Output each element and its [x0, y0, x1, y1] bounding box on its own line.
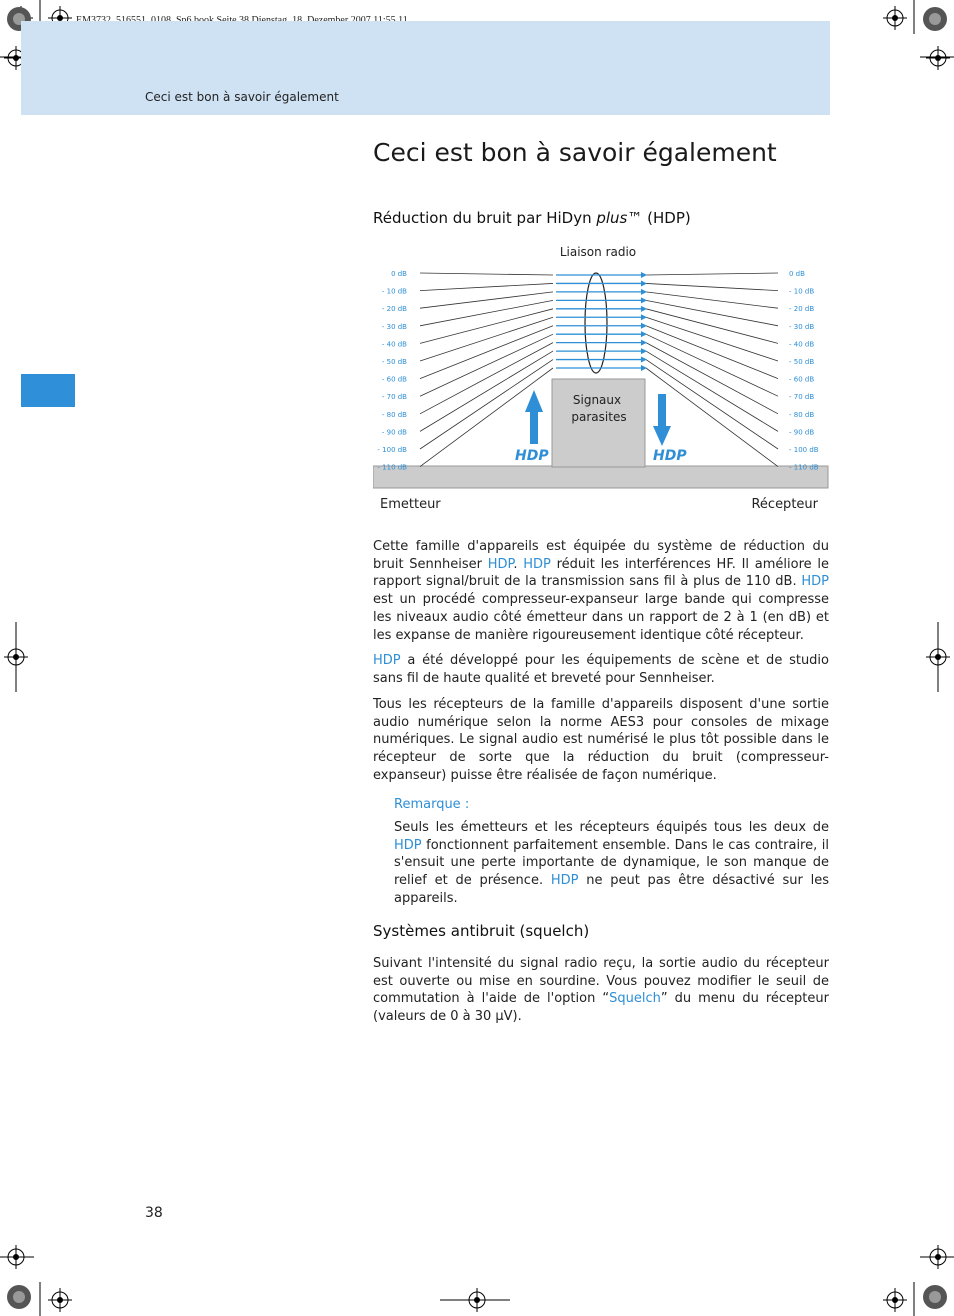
note-label: Remarque : [394, 797, 470, 812]
hdp-diagram-svg [373, 238, 831, 514]
transmission-arrow-head [641, 272, 647, 278]
text: a été développé pour les équipements de scène et de studio sans fil de haute qualité et breveté pour Sennheiser. [373, 653, 829, 686]
level-line-right [646, 317, 778, 361]
level-line-left [420, 283, 553, 290]
transmission-arrow-head [641, 357, 647, 363]
radio-link-ellipse [585, 273, 607, 373]
hdp-link[interactable]: HDP [487, 556, 514, 572]
level-line-left [420, 300, 553, 325]
hdp-label-left: HDP [515, 448, 549, 464]
emitter-label: Emetteur [380, 497, 441, 512]
page-title: Ceci est bon à savoir également [373, 138, 777, 167]
registration-mark-icon [923, 43, 953, 73]
level-label-right: - 20 dB [789, 305, 815, 314]
registration-mark-icon [1, 1242, 31, 1272]
transmission-arrow-head [641, 348, 647, 354]
hdp-diagram [373, 238, 831, 514]
level-line-left [420, 326, 553, 379]
text: réduit les interférences HF. Il améliore le rapport signal/bruit de la transmission sans fil à plus de 110 dB. [373, 556, 829, 590]
level-label-left: - 40 dB [381, 340, 407, 349]
section-heading-hdp [373, 209, 691, 227]
hdp-up-arrow-shaft [530, 410, 538, 444]
paragraph-hdp-development [373, 652, 829, 687]
level-line-right [646, 309, 778, 344]
transmission-arrow-head [641, 289, 647, 295]
registration-mark-icon [880, 3, 910, 33]
registration-mark-icon [45, 1285, 75, 1315]
color-target-icon [2, 1280, 36, 1314]
hdp-up-arrow-head [525, 390, 543, 412]
transmission-arrow-head [641, 297, 647, 303]
text: fonctionnent parfaitement ensemble. Dans le cas contraire, il s'ensuit une perte importante de dynamique, le son manque de relief et de présence. [394, 837, 829, 889]
registration-mark-icon [880, 1285, 910, 1315]
level-line-left [420, 292, 553, 308]
level-label-left: - 20 dB [381, 305, 407, 314]
transmission-arrow-head [641, 340, 647, 346]
level-label-left: - 60 dB [381, 375, 407, 384]
level-label-left: - 30 dB [381, 322, 407, 331]
hdp-down-arrow-shaft [658, 394, 666, 428]
level-label-right: - 60 dB [789, 375, 815, 384]
level-label-left: - 10 dB [381, 287, 407, 296]
registration-mark-icon [1, 642, 31, 672]
level-line-right [646, 300, 778, 325]
level-label-right: - 30 dB [789, 322, 815, 331]
level-label-left: - 90 dB [381, 428, 407, 437]
squelch-link[interactable]: Squelch [609, 991, 661, 1007]
heading-text: Réduction du bruit par HiDyn [373, 209, 597, 227]
hdp-label-right: HDP [653, 448, 687, 464]
chapter-tab [21, 374, 75, 407]
interference-label-1: Signaux [572, 393, 622, 407]
hdp-link[interactable]: HDP [523, 556, 551, 572]
level-label-right: - 50 dB [789, 358, 815, 366]
transmission-arrow-head [641, 365, 647, 371]
interference-label-2: parasites [571, 410, 627, 424]
text: Seuls les émetteurs et les récepteurs équipés tous les deux de [394, 820, 829, 835]
level-line-right [646, 292, 778, 308]
text: ” du menu du récepteur (valeurs de 0 à 30 µV). [373, 991, 829, 1025]
transmission-arrow-head [641, 280, 647, 286]
level-line-right [646, 334, 778, 396]
header-band [21, 21, 830, 115]
color-target-icon [918, 2, 952, 36]
running-head: Ceci est bon à savoir également [145, 90, 339, 104]
level-label-left: - 50 dB [381, 358, 407, 366]
text: . [513, 556, 524, 572]
registration-mark-icon [462, 1285, 492, 1315]
level-label-right: - 40 dB [789, 340, 815, 349]
receiver-label: Récepteur [751, 497, 818, 512]
text: Tous les récepteurs de la famille d'appareils disposent d'une sortie audio numérique selon la norme AES3 pour consoles de mixage numériques. Le signal audio est numérisé le plus tôt possible dans le récepteur de sorte que la réduction du bruit (compresseur-expanseur) puisse être réalisée de façon numérique. [373, 697, 829, 783]
transmission-arrow-head [641, 331, 647, 337]
note-body [394, 819, 829, 908]
level-label-left: 0 dB [391, 270, 407, 278]
page-number: 38 [145, 1205, 163, 1221]
base-platform [373, 463, 828, 488]
hdp-link[interactable]: HDP [394, 837, 422, 853]
registration-mark-icon [923, 642, 953, 672]
hdp-link[interactable]: HDP [373, 653, 401, 668]
paragraph-squelch [373, 955, 829, 1026]
heading-suffix: ™ (HDP) [627, 209, 691, 227]
level-label-right: - 100 dB [789, 446, 819, 454]
level-line-left [420, 334, 553, 396]
level-line-right [646, 326, 778, 379]
level-line-left [420, 317, 553, 361]
level-label-right: - 10 dB [789, 287, 815, 296]
text: Suivant l'intensité du signal radio reçu, la sortie audio du récepteur est ouverte ou mise en sourdine. Vous pouvez modifier le seuil de commutation à l'aide de l'option “ [373, 956, 829, 1007]
heading-italic: plus [596, 209, 628, 227]
text: ne peut pas être désactivé sur les appareils. [394, 873, 829, 906]
level-line-right [646, 283, 778, 290]
transmission-arrow-head [641, 306, 647, 312]
level-label-right: 0 dB [789, 270, 805, 278]
level-label-left: - 110 dB [377, 463, 407, 472]
level-line-left [420, 309, 553, 344]
color-target-icon [918, 1280, 952, 1314]
level-label-left: - 70 dB [381, 393, 407, 402]
transmission-arrow-head [641, 314, 647, 320]
level-label-right: - 110 dB [789, 463, 819, 472]
level-line-left [420, 273, 553, 275]
text: Cette famille d'appareils est équipée du système de réduction du bruit Sennheiser [373, 539, 829, 572]
hdp-link[interactable]: HDP [550, 873, 579, 889]
paragraph-aes3 [373, 696, 829, 785]
hdp-link[interactable]: HDP [801, 574, 829, 590]
level-line-right [646, 273, 778, 275]
hdp-down-arrow-head [653, 426, 671, 446]
paragraph-hdp-intro [373, 538, 829, 644]
radio-link-label: Liaison radio [559, 245, 637, 259]
level-label-left: - 80 dB [381, 410, 407, 419]
transmission-arrow-head [641, 323, 647, 329]
registration-mark-icon [923, 1242, 953, 1272]
level-label-right: - 80 dB [789, 410, 815, 419]
section-heading-squelch: Systèmes antibruit (squelch) [373, 922, 590, 940]
level-label-right: - 70 dB [789, 393, 815, 402]
text: est un procédé compresseur-expanseur large bande qui compresse les niveaux audio côté émetteur dans un rapport de 2 à 1 (en dB) et les expanse de manière rigoureusement identique côté récepteur. [373, 592, 829, 643]
level-label-right: - 90 dB [789, 428, 815, 437]
level-label-left: - 100 dB [377, 446, 407, 454]
